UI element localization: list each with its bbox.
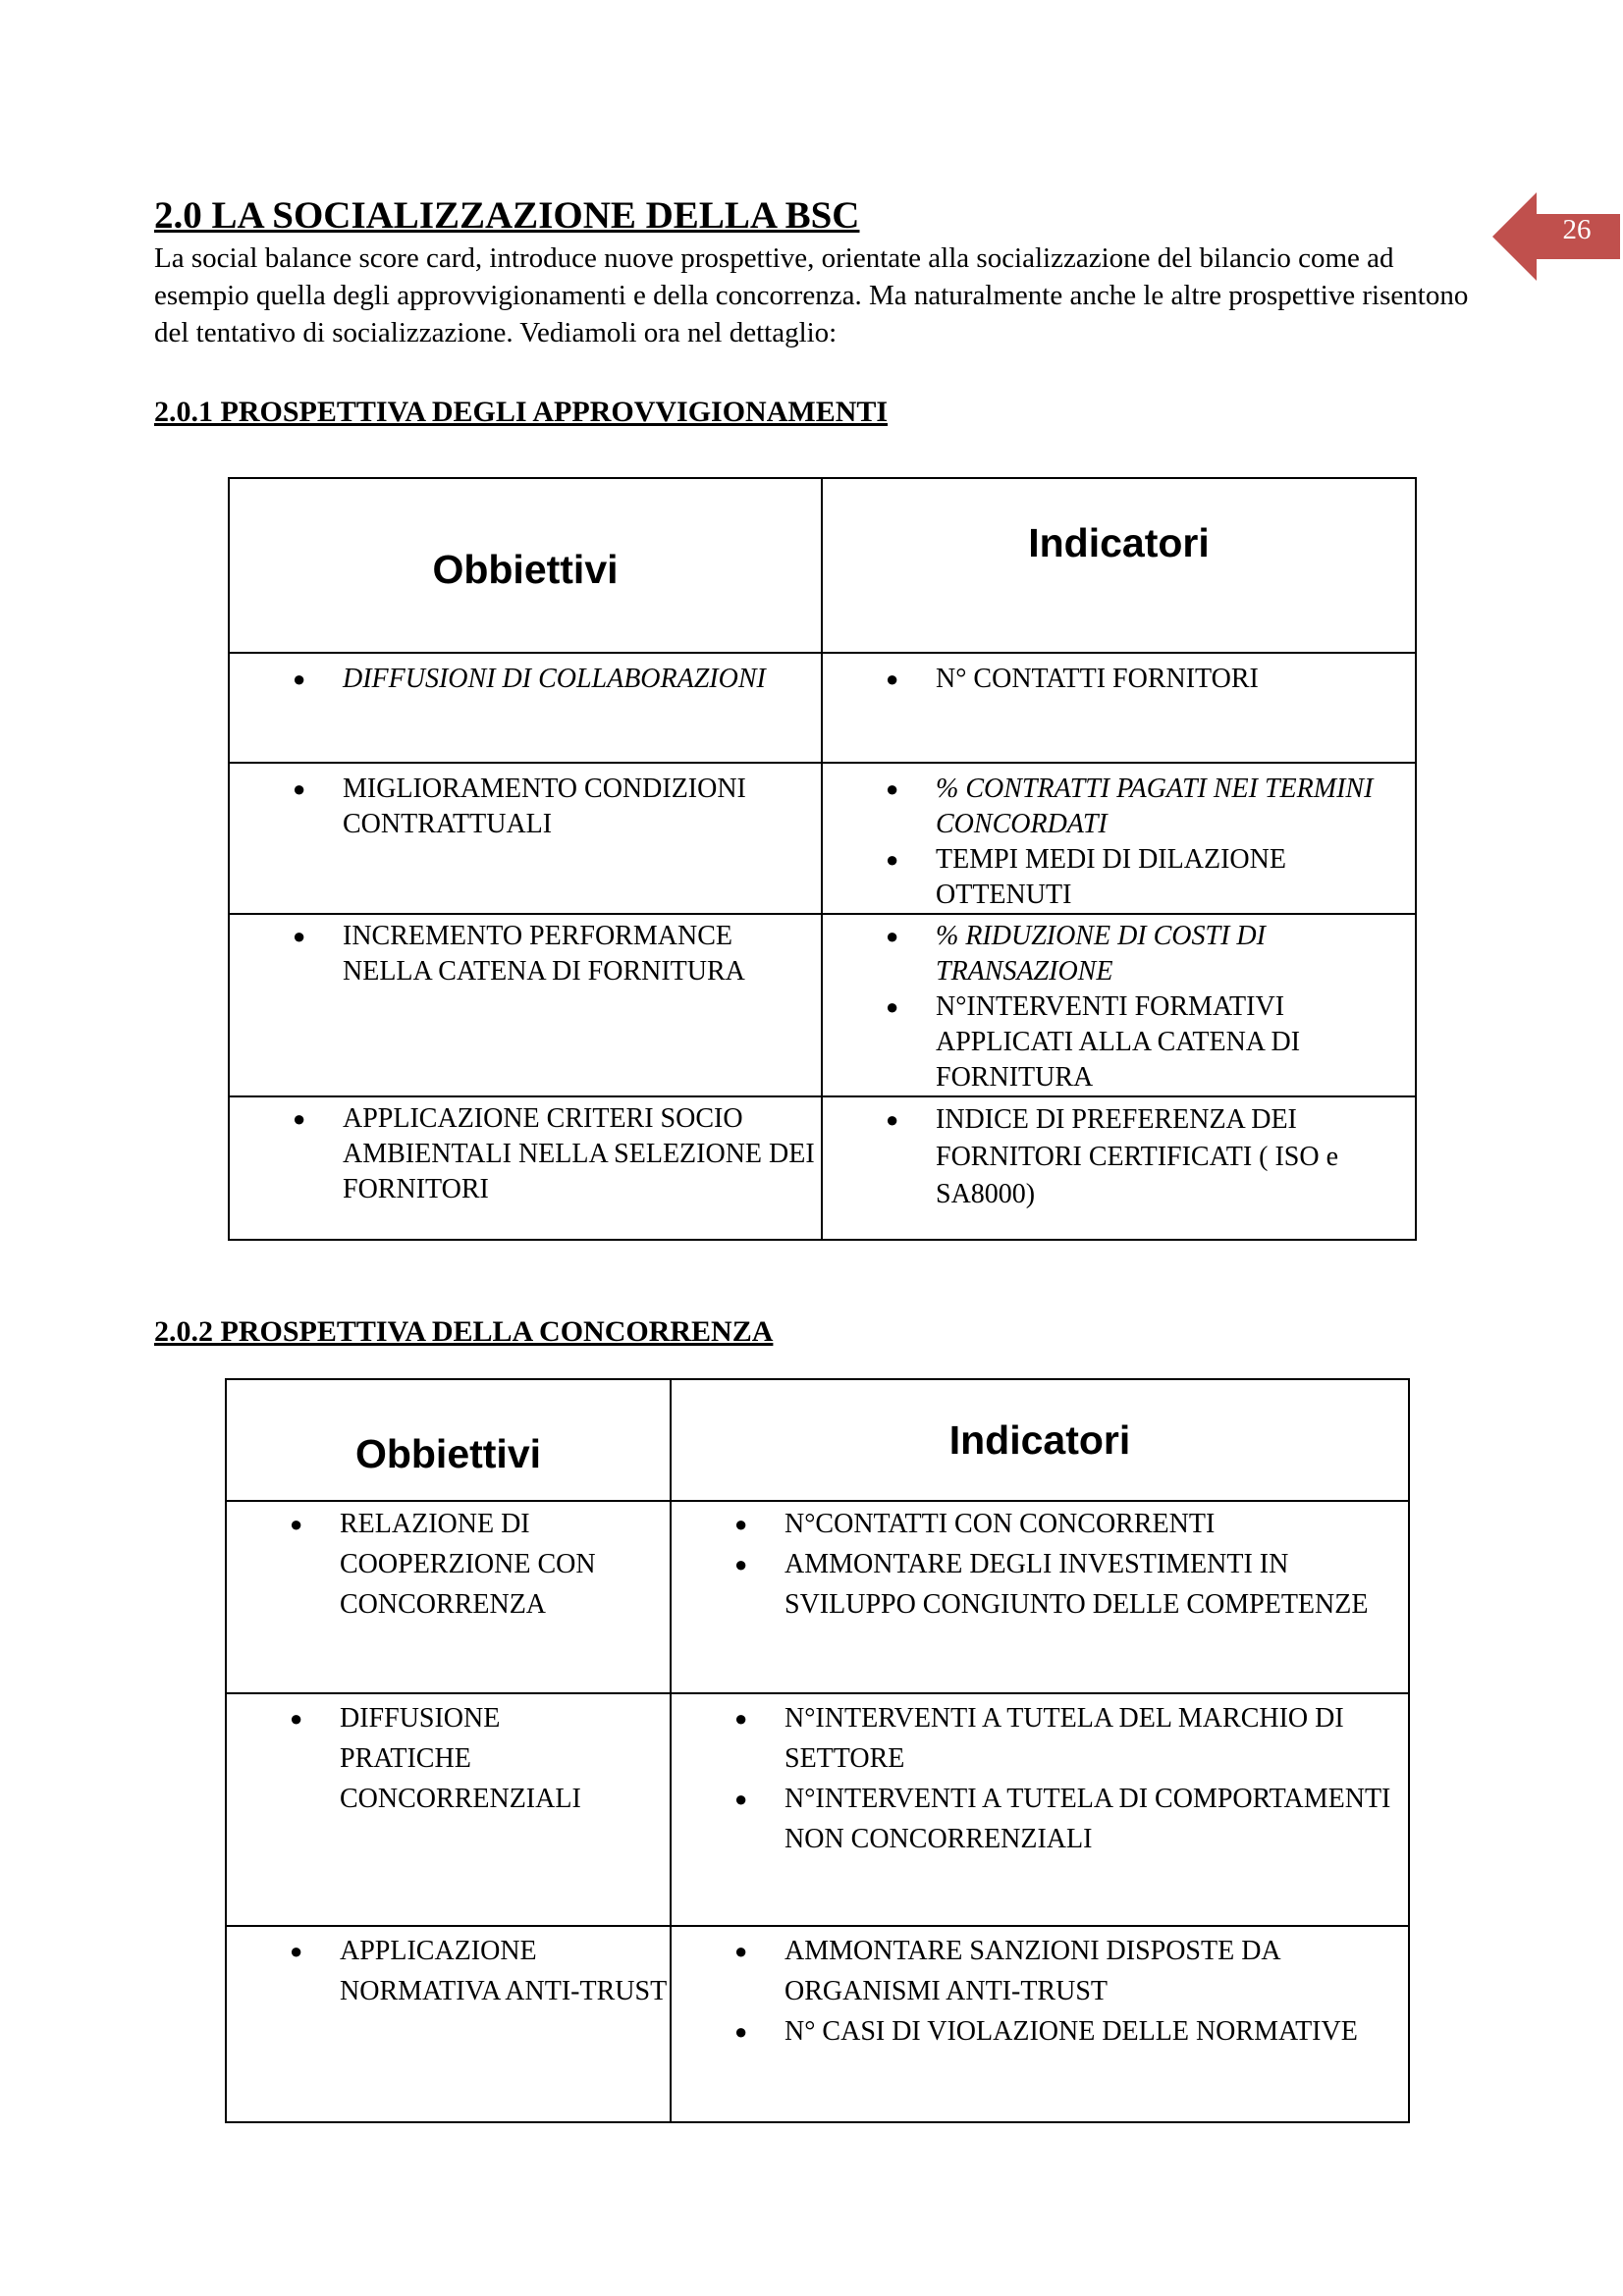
objective-list (230, 662, 821, 697)
objective-cell (229, 1096, 822, 1240)
list-item: ● N°INTERVENTI A TUTELA DI COMPORTAMENTI NON CONCORRENZIALI (672, 1779, 1408, 1859)
bullet-icon: ● (886, 847, 899, 872)
objective-cell (229, 653, 822, 763)
indicator-cell (822, 763, 1416, 914)
bullet-icon: ● (734, 1512, 748, 1536)
bullet-icon: ● (734, 1706, 748, 1731)
bullet-icon: ● (734, 1939, 748, 1963)
table2-header-row (226, 1379, 1409, 1501)
table-row (229, 914, 1416, 1096)
list-item: ● MIGLIORAMENTO CONDIZIONI CONTRATTUALI (293, 774, 746, 839)
list-item: ● APPLICAZIONE CRITERI SOCIO AMBIENTALI NELLA SELEZIONE DEI FORNITORI (293, 1103, 815, 1204)
table-row (229, 1096, 1416, 1240)
table2-heading: 2.0.2 PROSPETTIVA DELLA CONCORRENZA (154, 1315, 774, 1348)
indicator-cell (822, 653, 1416, 763)
objective-cell (229, 763, 822, 914)
table-row (226, 1693, 1409, 1926)
indicator-list (823, 772, 1415, 913)
section-heading: 2.0 LA SOCIALIZZAZIONE DELLA BSC (154, 194, 860, 237)
indicator-list (672, 1931, 1408, 2052)
indicator-cell (822, 1096, 1416, 1240)
table-row (226, 1926, 1409, 2122)
objective-list (230, 1101, 821, 1207)
list-item: ● AMMONTARE DEGLI INVESTIMENTI IN SVILUPPO CONGIUNTO DELLE COMPETENZE (672, 1544, 1408, 1625)
indicator-list (823, 1101, 1415, 1213)
page-number-marker (1492, 192, 1620, 281)
bullet-icon: ● (734, 1552, 748, 1576)
indicator-cell (671, 1693, 1409, 1926)
table1-col-indicators: Indicatori (822, 478, 1416, 653)
bullet-icon: ● (293, 667, 306, 691)
indicator-cell (671, 1926, 1409, 2122)
list-item: ● AMMONTARE SANZIONI DISPOSTE DA ORGANISMI ANTI-TRUST (672, 1931, 1408, 2011)
bullet-icon: ● (734, 1787, 748, 1811)
objective-list (230, 919, 821, 989)
page-content (154, 192, 1480, 351)
list-item: ● INDICE DI PREFERENZA DEI FORNITORI CERTIFICATI ( ISO e SA8000) (823, 1101, 1415, 1213)
objective-cell (229, 914, 822, 1096)
table2-col-objectives: Obbiettivi (226, 1379, 671, 1501)
bullet-icon: ● (290, 1512, 303, 1536)
table-row (229, 763, 1416, 914)
list-item: ● N°CONTATTI CON CONCORRENTI (672, 1504, 1408, 1544)
list-item: ● APPLICAZIONE NORMATIVA ANTI-TRUST (227, 1931, 670, 2011)
indicator-list (823, 919, 1415, 1095)
bullet-icon: ● (886, 994, 899, 1019)
intro-paragraph: La social balance score card, introduce nuove prospettive, orientate alla socializzazione del bilancio come ad esempio quella degli approvvigionamenti e della concorrenza. Ma naturalmente anche le altre prospettive risentono del tentativo di socializzazione. Vediamoli ora nel dettaglio: (154, 242, 1469, 348)
indicator-cell (671, 1501, 1409, 1693)
indicator-list (672, 1698, 1408, 1859)
bullet-icon: ● (293, 924, 306, 948)
indicator-list (672, 1504, 1408, 1625)
bullet-icon: ● (886, 1107, 899, 1132)
indicator-cell (822, 914, 1416, 1096)
bullet-icon: ● (886, 776, 899, 801)
list-item: ● TEMPI MEDI DI DILAZIONE OTTENUTI (886, 844, 1286, 910)
list-item: ● % RIDUZIONE DI COSTI DI TRANSAZIONE (886, 921, 1266, 987)
list-item: ● N° CONTATTI FORNITORI (823, 662, 1415, 697)
table-row (226, 1501, 1409, 1693)
objective-cell (226, 1693, 671, 1926)
list-item: ● DIFFUSIONE PRATICHE CONCORRENZIALI (227, 1698, 521, 1819)
table1-col-objectives: Obbiettivi (229, 478, 822, 653)
list-item: ● N° CASI DI VIOLAZIONE DELLE NORMATIVE (672, 2011, 1408, 2052)
list-item: ● % CONTRATTI PAGATI NEI TERMINI CONCORDATI (886, 774, 1374, 839)
bullet-icon: ● (290, 1939, 303, 1963)
list-item: ● INCREMENTO PERFORMANCE NELLA CATENA DI FORNITURA (293, 921, 745, 987)
objective-list (230, 772, 821, 842)
objective-list (227, 1504, 670, 1625)
list-item: ● N°INTERVENTI A TUTELA DEL MARCHIO DI SETTORE (672, 1698, 1408, 1779)
bullet-icon: ● (293, 776, 306, 801)
objective-list (227, 1931, 670, 2011)
table2-col-indicators: Indicatori (671, 1379, 1409, 1501)
table1-heading: 2.0.1 PROSPETTIVA DEGLI APPROVVIGIONAMENTI (154, 396, 889, 428)
bullet-icon: ● (734, 2019, 748, 2044)
list-item: ● N°INTERVENTI FORMATIVI APPLICATI ALLA CATENA DI FORNITURA (886, 991, 1301, 1093)
bullet-icon: ● (293, 1106, 306, 1131)
competition-table (225, 1378, 1410, 2123)
table-row (229, 653, 1416, 763)
indicator-list (823, 662, 1415, 697)
list-item: ● RELAZIONE DI COOPERZIONE CON CONCORRENZA (227, 1504, 670, 1625)
objective-list (227, 1698, 581, 1819)
bullet-icon: ● (886, 924, 899, 948)
procurement-table (228, 477, 1417, 1241)
objective-cell (226, 1501, 671, 1693)
objective-cell (226, 1926, 671, 2122)
bullet-icon: ● (886, 667, 899, 691)
table1-header-row (229, 478, 1416, 653)
page-number: 26 (1562, 214, 1592, 245)
bullet-icon: ● (290, 1706, 303, 1731)
list-item: ● DIFFUSIONI DI COLLABORAZIONI (230, 662, 821, 697)
